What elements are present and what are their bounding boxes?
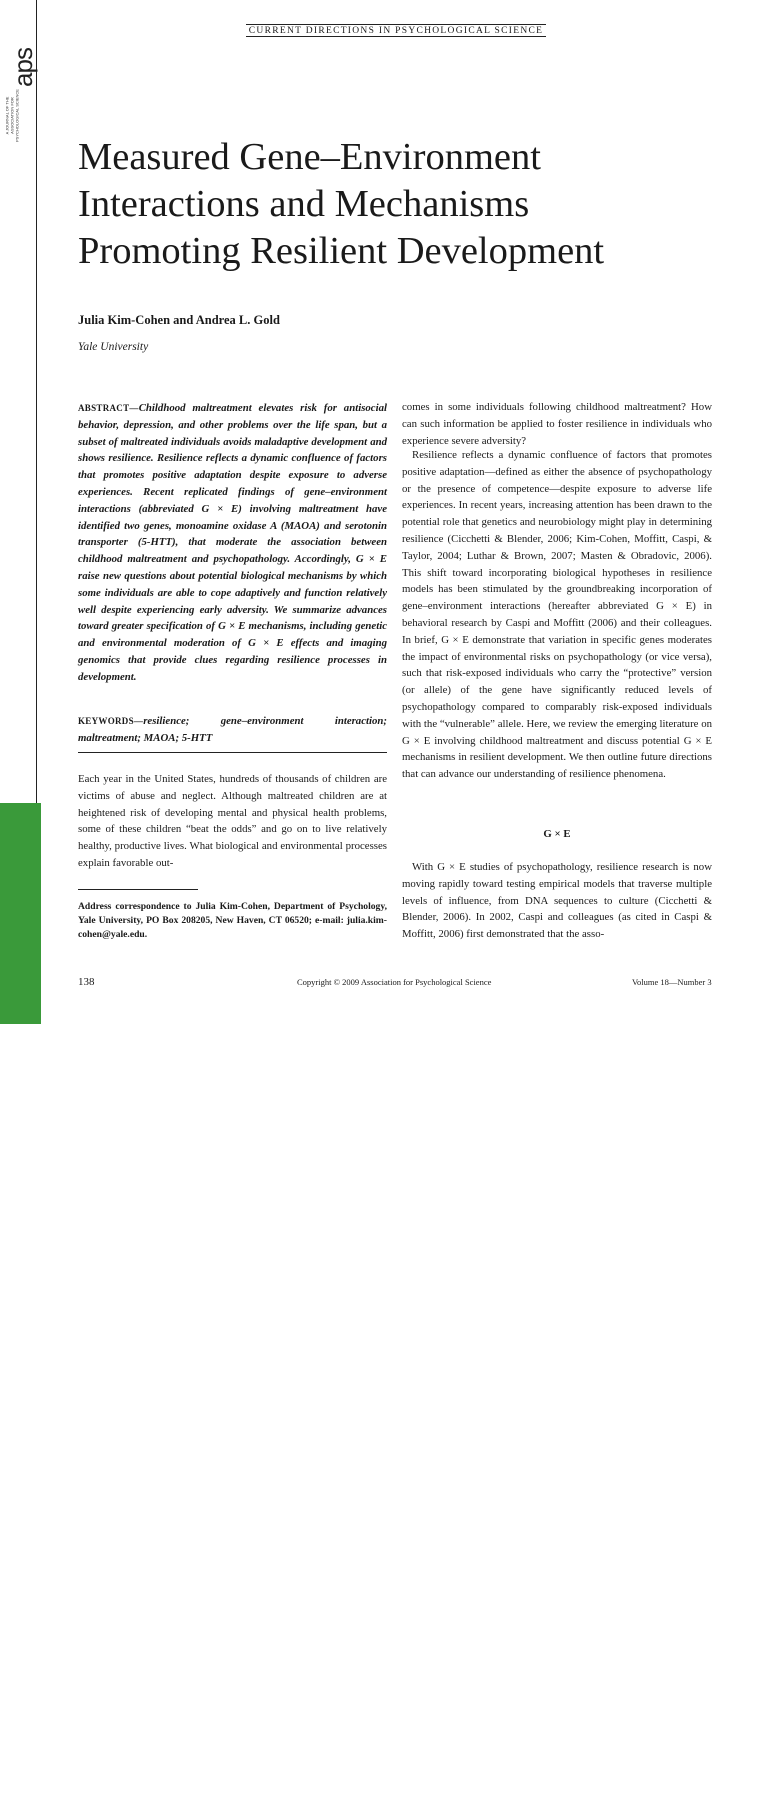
keywords-label: KEYWORDS—	[78, 716, 144, 726]
body-paragraph-right-1: comes in some individuals following childhood maltreatment? How can such information be applied to foster resilience in individuals who experience severe adversity?	[402, 401, 712, 447]
body-paragraph-right-3: With G × E studies of psychopathology, resilience research is now moving rapidly toward testing empirical models that traverse multiple levels of influence, from DNA sequences to culture (Cicchetti & Blender, 2006). In 2002, Caspi and colleagues (as cited in Caspi & Moffitt, 2006) first demonstrated that the asso-	[402, 861, 712, 941]
aps-logo-caption: A JOURNAL OF THE ASSOCIATION FOR PSYCHOLOGICAL SCIENCE	[4, 89, 20, 142]
keywords-text: resilience; gene–environment interaction; maltreatment; MAOA; 5-HTT	[78, 715, 387, 744]
abstract-divider	[78, 752, 387, 753]
aps-logo-text: aps	[7, 48, 38, 87]
section-heading: G × E	[543, 828, 571, 840]
copyright: Copyright © 2009 Association for Psychological Science	[297, 977, 492, 987]
correspondence-note: Address correspondence to Julia Kim-Cohen, Department of Psychology, Yale University, PO Box 208205, New Haven, CT 06520; e-mail: julia.kim-cohen@yale.edu.	[78, 901, 387, 940]
volume-number: Volume 18—Number 3	[632, 977, 712, 987]
article-affiliation: Yale University	[78, 341, 149, 353]
aps-logo	[4, 22, 38, 142]
side-psychological: Psychological	[24, 1648, 35, 1712]
abstract	[78, 400, 387, 686]
journal-side-banner	[0, 803, 56, 1803]
running-head: CURRENT DIRECTIONS IN PSYCHOLOGICAL SCIENCE	[246, 24, 546, 37]
footnote-divider	[78, 889, 198, 890]
abstract-text: Childhood maltreatment elevates risk for antisocial behavior, depression, and other problems over the life span, but a subset of maltreated individuals avoids maladaptive development and shows resilience. Resilience reflects a dynamic confluence of factors that promotes positive adaptation despite exposure to adverse experiences. Recent replicated findings of gene–environment interactions (abbreviated G × E) involving maltreatment have identified two genes, monoamine oxidase A (MAOA) and serotonin transporter (5-HTT), that moderate the association between childhood maltreatment and psychopathology. Accordingly, G × E raise new questions about potential biological mechanisms by which some individuals are able to cope adaptively and function relatively well despite experiencing early adversity. We summarize advances toward greater specification of G × E mechanisms, including genetic and environmental moderation of G × E effects and imaging genomics that provide clues regarding resilience processes in development.	[78, 402, 387, 683]
article-title: Measured Gene–Environment Interactions and Mechanisms Promoting Resilient Development	[78, 135, 605, 272]
page-number: 138	[78, 976, 95, 988]
body-paragraph-right-2: Resilience reflects a dynamic confluence of factors that promotes positive adaptation—defined as either the absence of psychopathology or the presence of competence—despite exposure to adverse life experiences. In recent years, increasing attention has been drawn to the potential role that genetics and neurobiology might play in determining resilience (Cicchetti & Blender, 2006; Kim-Cohen, Moffitt, Caspi, & Taylor, 2004; Luthar & Brown, 2007; Masten & Obradovic, 2006). This shift toward incorporating biological hypotheses in resilience models has been stimulated by the groundbreaking incorporation of gene–environment interactions (hereafter abbreviated G × E) in behavioral research by Caspi and Moffitt (2006) and their colleagues. In brief, G × E demonstrate that variation in specific genes moderates the impact of environmental risks on psychopathology (or vice versa), such that risk-exposed individuals who carry the “protective” version (or allele) of the gene have significantly reduced levels of psychopathology compared to comparably risk-exposed individuals with the “vulnerable” allele. Here, we review the emerging literature on G × E involving childhood maltreatment and discuss potential G × E mechanisms in resilient development. We then outline future directions that can advance our understanding of resilience phenomena.	[402, 449, 712, 781]
article-authors: Julia Kim-Cohen and Andrea L. Gold	[78, 313, 280, 327]
side-current: CURRENT	[17, 1715, 36, 1803]
abstract-label: ABSTRACT—	[78, 403, 139, 413]
side-science: Science	[31, 1604, 56, 1674]
side-directions: DIRECTIONS	[36, 1689, 55, 1803]
body-paragraph-left: Each year in the United States, hundreds of thousands of children are victims of abuse and neglect. Although maltreated children are at heightened risk of developing mental and physical health problems, some of these children “beat the odds” and go on to live relatively healthy, productive lives. What biological and environmental processes explain favorable out-	[78, 773, 387, 869]
keywords	[78, 713, 387, 747]
journal-side-wordmark	[17, 1604, 56, 1803]
side-in: in	[43, 1677, 54, 1686]
